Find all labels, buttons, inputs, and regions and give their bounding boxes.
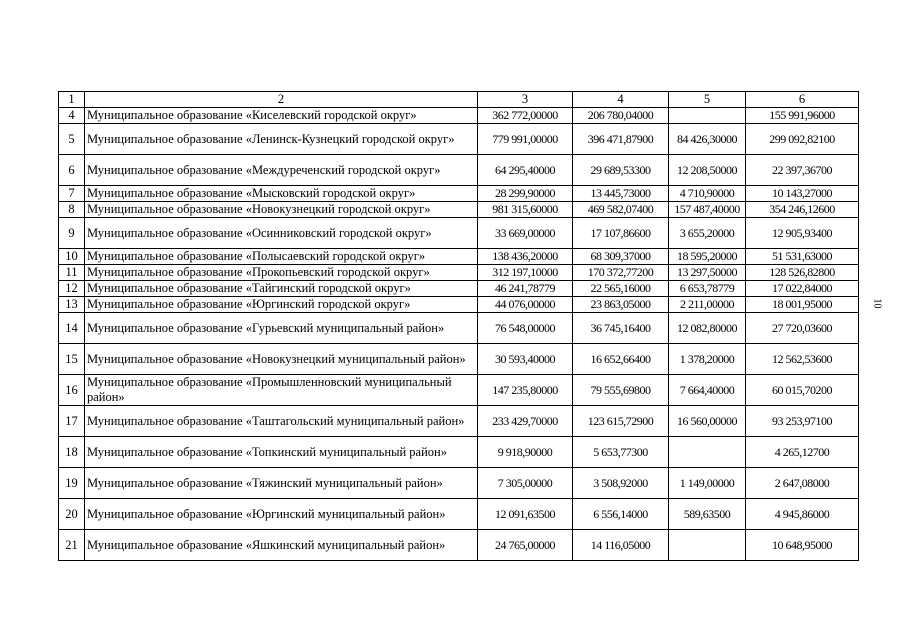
value-col6: 18 001,95000 xyxy=(746,297,859,313)
table-row xyxy=(59,249,859,265)
value-col4: 170 372,77200 xyxy=(573,265,669,281)
value-col4: 6 556,14000 xyxy=(573,499,669,530)
table-header-row xyxy=(59,92,859,108)
value-col6: 2 647,08000 xyxy=(746,468,859,499)
header-cell: 4 xyxy=(573,92,669,108)
value-col3: 779 991,00000 xyxy=(478,124,573,155)
value-col3: 33 669,00000 xyxy=(478,218,573,249)
table-row xyxy=(59,313,859,344)
municipality-name: Муниципальное образование «Полысаевский городской округ» xyxy=(85,249,478,265)
municipality-name: Муниципальное образование «Гурьевский муниципальный район» xyxy=(85,313,478,344)
value-col3: 30 593,40000 xyxy=(478,344,573,375)
table-row xyxy=(59,108,859,124)
value-col4: 5 653,77300 xyxy=(573,437,669,468)
municipality-name: Муниципальное образование «Киселевский городской округ» xyxy=(85,108,478,124)
table-row xyxy=(59,297,859,313)
value-col3: 12 091,63500 xyxy=(478,499,573,530)
table-row xyxy=(59,344,859,375)
table-row xyxy=(59,186,859,202)
value-col4: 17 107,86600 xyxy=(573,218,669,249)
table-row xyxy=(59,155,859,186)
value-col5: 16 560,00000 xyxy=(669,406,746,437)
value-col5 xyxy=(669,437,746,468)
municipality-name: Муниципальное образование «Осинниковский городской округ» xyxy=(85,218,478,249)
value-col5: 12 208,50000 xyxy=(669,155,746,186)
value-col6: 155 991,96000 xyxy=(746,108,859,124)
value-col4: 22 565,16000 xyxy=(573,281,669,297)
table-row xyxy=(59,202,859,218)
row-number: 4 xyxy=(59,108,85,124)
municipality-name: Муниципальное образование «Прокопьевский городской округ» xyxy=(85,265,478,281)
table-row xyxy=(59,530,859,561)
value-col5: 1 378,20000 xyxy=(669,344,746,375)
table-row xyxy=(59,468,859,499)
row-number: 13 xyxy=(59,297,85,313)
value-col5: 157 487,40000 xyxy=(669,202,746,218)
page-number: 10 xyxy=(871,298,883,309)
header-cell: 5 xyxy=(669,92,746,108)
value-col3: 24 765,00000 xyxy=(478,530,573,561)
municipality-name: Муниципальное образование «Таштагольский муниципальный район» xyxy=(85,406,478,437)
value-col6: 354 246,12600 xyxy=(746,202,859,218)
table-row xyxy=(59,124,859,155)
value-col5 xyxy=(669,108,746,124)
header-cell: 6 xyxy=(746,92,859,108)
value-col6: 4 265,12700 xyxy=(746,437,859,468)
table-row xyxy=(59,218,859,249)
value-col6: 22 397,36700 xyxy=(746,155,859,186)
row-number: 17 xyxy=(59,406,85,437)
value-col6: 10 648,95000 xyxy=(746,530,859,561)
municipality-name: Муниципальное образование «Новокузнецкий муниципальный район» xyxy=(85,344,478,375)
row-number: 7 xyxy=(59,186,85,202)
value-col4: 23 863,05000 xyxy=(573,297,669,313)
value-col5: 18 595,20000 xyxy=(669,249,746,265)
municipality-name: Муниципальное образование «Новокузнецкий городской округ» xyxy=(85,202,478,218)
value-col4: 29 689,53300 xyxy=(573,155,669,186)
value-col4: 469 582,07400 xyxy=(573,202,669,218)
value-col6: 27 720,03600 xyxy=(746,313,859,344)
value-col5: 6 653,78779 xyxy=(669,281,746,297)
row-number: 10 xyxy=(59,249,85,265)
table-row xyxy=(59,281,859,297)
value-col3: 9 918,90000 xyxy=(478,437,573,468)
row-number: 5 xyxy=(59,124,85,155)
table-row xyxy=(59,265,859,281)
municipality-name: Муниципальное образование «Ленинск-Кузнецкий городской округ» xyxy=(85,124,478,155)
value-col4: 396 471,87900 xyxy=(573,124,669,155)
value-col5: 2 211,00000 xyxy=(669,297,746,313)
row-number: 12 xyxy=(59,281,85,297)
value-col6: 93 253,97100 xyxy=(746,406,859,437)
table-row xyxy=(59,375,859,406)
value-col3: 147 235,80000 xyxy=(478,375,573,406)
row-number: 6 xyxy=(59,155,85,186)
municipality-name: Муниципальное образование «Топкинский муниципальный район» xyxy=(85,437,478,468)
value-col5: 12 082,80000 xyxy=(669,313,746,344)
value-col4: 206 780,04000 xyxy=(573,108,669,124)
municipality-name: Муниципальное образование «Промышленновский муниципальный район» xyxy=(85,375,478,406)
value-col5: 3 655,20000 xyxy=(669,218,746,249)
municipality-name: Муниципальное образование «Междуреченский городской округ» xyxy=(85,155,478,186)
row-number: 8 xyxy=(59,202,85,218)
municipality-name: Муниципальное образование «Тайгинский городской округ» xyxy=(85,281,478,297)
row-number: 9 xyxy=(59,218,85,249)
row-number: 20 xyxy=(59,499,85,530)
row-number: 16 xyxy=(59,375,85,406)
value-col6: 12 562,53600 xyxy=(746,344,859,375)
value-col3: 76 548,00000 xyxy=(478,313,573,344)
row-number: 21 xyxy=(59,530,85,561)
header-cell: 1 xyxy=(59,92,85,108)
value-col3: 7 305,00000 xyxy=(478,468,573,499)
value-col4: 36 745,16400 xyxy=(573,313,669,344)
value-col6: 4 945,86000 xyxy=(746,499,859,530)
municipality-name: Муниципальное образование «Мысковский городской округ» xyxy=(85,186,478,202)
value-col6: 17 022,84000 xyxy=(746,281,859,297)
value-col3: 312 197,10000 xyxy=(478,265,573,281)
value-col4: 13 445,73000 xyxy=(573,186,669,202)
value-col3: 981 315,60000 xyxy=(478,202,573,218)
value-col5: 589,63500 xyxy=(669,499,746,530)
value-col4: 123 615,72900 xyxy=(573,406,669,437)
value-col4: 14 116,05000 xyxy=(573,530,669,561)
value-col6: 12 905,93400 xyxy=(746,218,859,249)
municipality-name: Муниципальное образование «Яшкинский муниципальный район» xyxy=(85,530,478,561)
value-col6: 51 531,63000 xyxy=(746,249,859,265)
value-col5: 84 426,30000 xyxy=(669,124,746,155)
value-col4: 16 652,66400 xyxy=(573,344,669,375)
municipality-name: Муниципальное образование «Тяжинский муниципальный район» xyxy=(85,468,478,499)
value-col3: 46 241,78779 xyxy=(478,281,573,297)
value-col3: 233 429,70000 xyxy=(478,406,573,437)
value-col3: 138 436,20000 xyxy=(478,249,573,265)
table-row xyxy=(59,406,859,437)
row-number: 15 xyxy=(59,344,85,375)
value-col5: 13 297,50000 xyxy=(669,265,746,281)
value-col3: 28 299,90000 xyxy=(478,186,573,202)
header-cell: 2 xyxy=(85,92,478,108)
row-number: 14 xyxy=(59,313,85,344)
value-col5: 4 710,90000 xyxy=(669,186,746,202)
table-row xyxy=(59,437,859,468)
value-col5: 1 149,00000 xyxy=(669,468,746,499)
value-col4: 79 555,69800 xyxy=(573,375,669,406)
value-col3: 362 772,00000 xyxy=(478,108,573,124)
value-col6: 60 015,70200 xyxy=(746,375,859,406)
row-number: 18 xyxy=(59,437,85,468)
value-col6: 10 143,27000 xyxy=(746,186,859,202)
value-col3: 64 295,40000 xyxy=(478,155,573,186)
row-number: 11 xyxy=(59,265,85,281)
municipality-name: Муниципальное образование «Юргинский муниципальный район» xyxy=(85,499,478,530)
municipality-name: Муниципальное образование «Юргинский городской округ» xyxy=(85,297,478,313)
value-col6: 128 526,82800 xyxy=(746,265,859,281)
data-table xyxy=(58,91,859,561)
value-col5: 7 664,40000 xyxy=(669,375,746,406)
header-cell: 3 xyxy=(478,92,573,108)
value-col4: 3 508,92000 xyxy=(573,468,669,499)
value-col6: 299 092,82100 xyxy=(746,124,859,155)
value-col3: 44 076,00000 xyxy=(478,297,573,313)
value-col4: 68 309,37000 xyxy=(573,249,669,265)
table-row xyxy=(59,499,859,530)
row-number: 19 xyxy=(59,468,85,499)
value-col5 xyxy=(669,530,746,561)
